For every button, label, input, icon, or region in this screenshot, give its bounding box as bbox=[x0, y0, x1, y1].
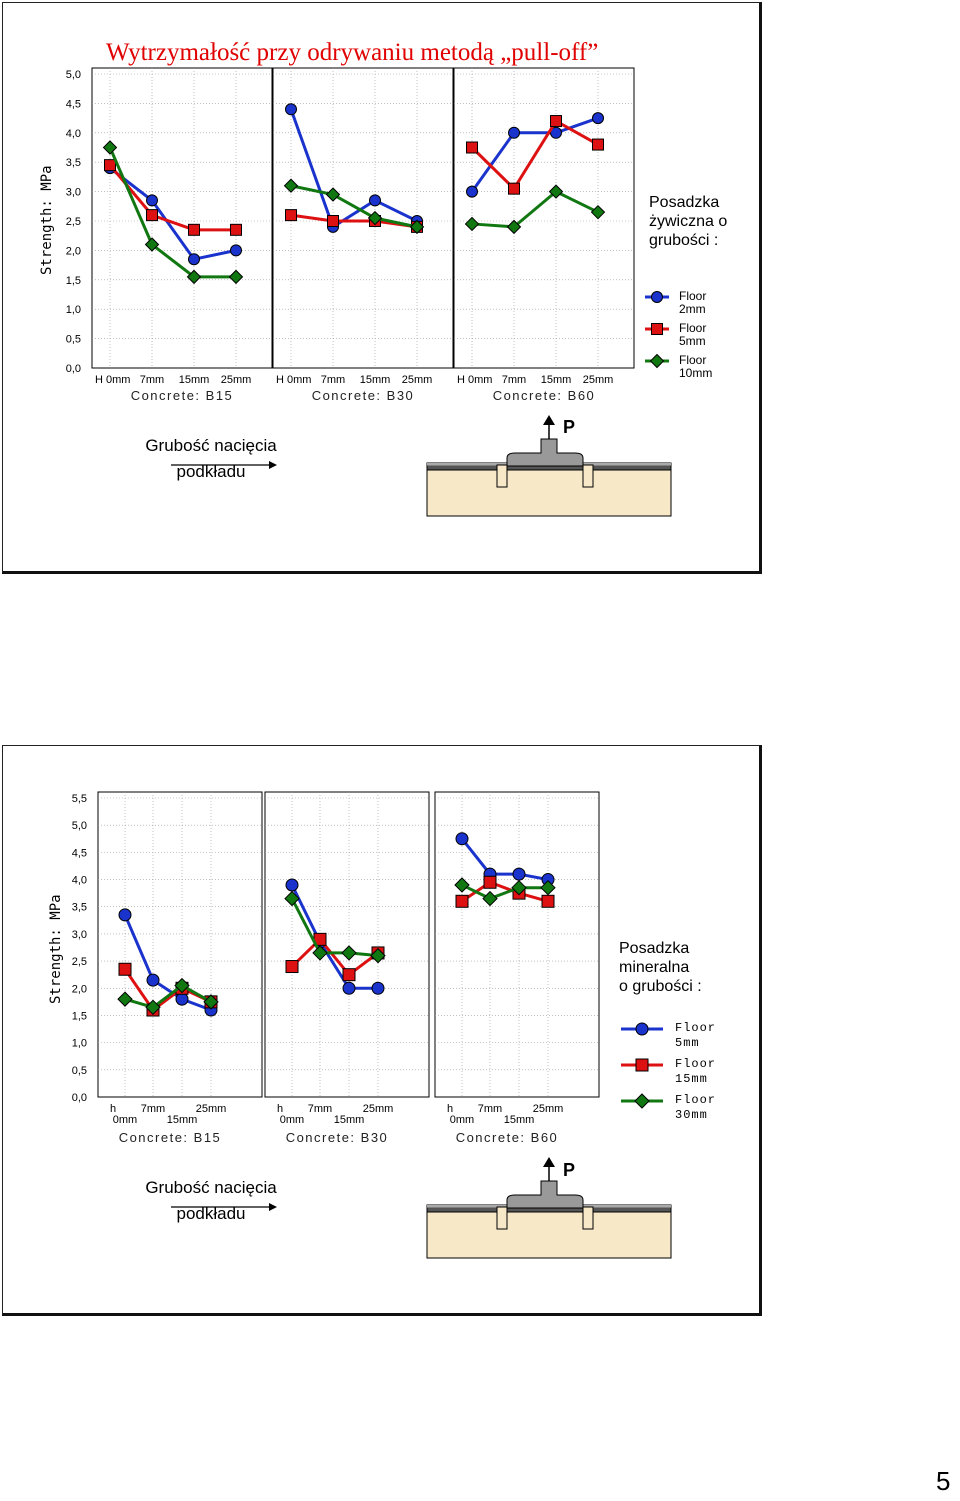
y-tick-label: 1,5 bbox=[71, 1010, 87, 1023]
x-tick-label: 25mm bbox=[220, 374, 252, 386]
y-tick-label: 5,0 bbox=[71, 820, 87, 833]
x-tick-label: 7mm bbox=[501, 374, 527, 386]
y-tick-label: 4,5 bbox=[65, 98, 81, 111]
y-axis-label: Strength: MPa bbox=[48, 894, 64, 1004]
x-tick-label: 25mm bbox=[195, 1103, 227, 1115]
side-label-line: Posadzka bbox=[619, 940, 690, 957]
panel-frame bbox=[454, 68, 634, 368]
panel-label: Concrete: B30 bbox=[285, 1130, 389, 1145]
y-axis-label: Strength: MPa bbox=[39, 165, 55, 275]
data-point bbox=[593, 113, 604, 124]
x-tick-label: 25mm bbox=[362, 1103, 394, 1115]
data-point bbox=[456, 895, 468, 907]
y-tick-label: 0,0 bbox=[65, 363, 81, 375]
panel-frame bbox=[98, 792, 262, 1097]
x-tick-label: 15mm bbox=[333, 1114, 365, 1126]
series-line bbox=[291, 109, 417, 227]
series-line bbox=[472, 192, 598, 227]
data-point bbox=[104, 141, 117, 154]
data-point bbox=[119, 909, 131, 921]
x-tick-label: 15mm bbox=[178, 374, 210, 386]
series-line bbox=[110, 148, 236, 277]
caption-line: Grubość nacięcia bbox=[145, 436, 277, 455]
data-point bbox=[176, 993, 188, 1005]
data-point bbox=[542, 895, 554, 907]
x-tick-label: 7mm bbox=[320, 374, 346, 386]
data-point bbox=[509, 127, 520, 138]
data-point bbox=[372, 982, 384, 994]
legend-item-label: Floor 5mm bbox=[679, 321, 707, 348]
caption-arrow-icon bbox=[163, 455, 283, 475]
x-tick-label: h bbox=[110, 1103, 117, 1115]
data-point bbox=[231, 245, 242, 256]
x-tick-label: h bbox=[277, 1103, 284, 1115]
x-tick-label: 15mm bbox=[503, 1114, 535, 1126]
data-point bbox=[286, 961, 298, 973]
x-tick-label: H 0mm bbox=[276, 374, 312, 386]
resin-floor-slide bbox=[2, 2, 762, 574]
series-line bbox=[472, 121, 598, 189]
data-point bbox=[509, 183, 520, 194]
x-tick-label: 0mm bbox=[449, 1114, 475, 1126]
data-point bbox=[467, 186, 478, 197]
data-point bbox=[513, 868, 525, 880]
series-line bbox=[110, 165, 236, 230]
x-tick-label: 25mm bbox=[532, 1103, 564, 1115]
side-label-line: grubości : bbox=[649, 232, 719, 249]
x-tick-label: H 0mm bbox=[457, 374, 493, 386]
legend-item-label: Floor 30mm bbox=[675, 1093, 717, 1122]
data-point bbox=[286, 104, 297, 115]
data-point bbox=[119, 963, 131, 975]
data-point bbox=[467, 142, 478, 153]
legend-item-label: Floor 2mm bbox=[679, 289, 707, 316]
panel-frame bbox=[92, 68, 272, 368]
data-point bbox=[636, 1023, 648, 1035]
x-tick-label: 0mm bbox=[279, 1114, 305, 1126]
data-point bbox=[147, 974, 159, 986]
y-tick-label: 3,0 bbox=[71, 928, 87, 941]
side-label bbox=[649, 193, 727, 250]
series-line bbox=[110, 168, 236, 259]
data-point bbox=[456, 833, 468, 845]
y-tick-label: 3,5 bbox=[65, 157, 81, 170]
data-point bbox=[231, 224, 242, 235]
data-point bbox=[343, 982, 355, 994]
x-tick-label: 7mm bbox=[140, 1103, 166, 1115]
data-point bbox=[328, 216, 339, 227]
y-tick-label: 5,5 bbox=[71, 793, 87, 805]
data-point bbox=[286, 879, 298, 891]
y-tick-label: 2,5 bbox=[65, 216, 81, 228]
data-point bbox=[189, 224, 200, 235]
data-point bbox=[147, 195, 158, 206]
side-label-line: Posadzka bbox=[649, 194, 720, 211]
x-tick-label: h bbox=[447, 1103, 454, 1115]
panel-label: Concrete: B15 bbox=[118, 1130, 222, 1145]
side-label bbox=[619, 939, 702, 996]
caption-arrow-icon bbox=[163, 1197, 283, 1217]
series-line bbox=[292, 939, 378, 974]
data-point bbox=[483, 892, 497, 906]
caption-line: podkładu bbox=[176, 462, 246, 481]
page-number: 5 bbox=[936, 1466, 951, 1496]
x-tick-label: 7mm bbox=[139, 374, 165, 386]
caption-line: podkładu bbox=[176, 1204, 246, 1223]
y-tick-label: 4,0 bbox=[65, 127, 81, 140]
data-point bbox=[652, 324, 663, 335]
panel-label: Concrete: B60 bbox=[492, 388, 596, 403]
legend-item-label: Floor 10mm bbox=[679, 353, 713, 380]
pull-off-diagram bbox=[423, 415, 678, 520]
data-point bbox=[118, 992, 132, 1006]
y-tick-label: 5,0 bbox=[65, 69, 81, 81]
data-point bbox=[636, 1059, 648, 1071]
y-tick-label: 4,0 bbox=[71, 874, 87, 887]
legend-item-label: Floor 5mm bbox=[675, 1021, 717, 1050]
x-tick-label: 25mm bbox=[401, 374, 433, 386]
y-tick-label: 4,5 bbox=[71, 847, 87, 860]
data-point bbox=[484, 876, 496, 888]
series-line bbox=[292, 899, 378, 956]
side-label-line: mineralna bbox=[619, 959, 690, 976]
pull-force-label: P bbox=[563, 1160, 576, 1180]
caption-line: Grubość nacięcia bbox=[145, 1178, 277, 1197]
y-tick-label: 2,0 bbox=[71, 983, 87, 996]
y-tick-label: 0,0 bbox=[71, 1092, 87, 1104]
data-point bbox=[342, 946, 356, 960]
y-tick-label: 1,0 bbox=[71, 1037, 87, 1050]
y-tick-label: 2,0 bbox=[65, 245, 81, 258]
x-tick-label: 25mm bbox=[582, 374, 614, 386]
side-label-line: o grubości : bbox=[619, 978, 702, 995]
data-point bbox=[593, 139, 604, 150]
pull-off-diagram bbox=[423, 1154, 678, 1262]
data-point bbox=[285, 179, 298, 192]
mineral-floor-slide bbox=[2, 745, 762, 1316]
x-tick-label: 15mm bbox=[540, 374, 572, 386]
y-tick-label: 3,5 bbox=[71, 901, 87, 914]
side-label-line: żywiczna o bbox=[649, 213, 728, 230]
y-tick-label: 1,5 bbox=[65, 274, 81, 287]
data-point bbox=[327, 188, 340, 201]
y-tick-label: 0,5 bbox=[71, 1064, 87, 1077]
panel-frame bbox=[273, 68, 453, 368]
data-point bbox=[651, 355, 664, 368]
data-point bbox=[370, 195, 381, 206]
x-tick-label: H 0mm bbox=[95, 374, 131, 386]
data-point bbox=[230, 270, 243, 283]
data-point bbox=[343, 969, 355, 981]
data-point bbox=[147, 210, 158, 221]
data-point bbox=[455, 878, 469, 892]
data-point bbox=[652, 292, 663, 303]
legend-item-label: Floor 15mm bbox=[675, 1057, 717, 1086]
x-tick-label: 15mm bbox=[359, 374, 391, 386]
y-tick-label: 0,5 bbox=[65, 333, 81, 346]
y-tick-label: 1,0 bbox=[65, 304, 81, 317]
pull-force-label: P bbox=[563, 417, 576, 437]
data-point bbox=[551, 116, 562, 127]
y-tick-label: 3,0 bbox=[65, 186, 81, 199]
panel-label: Concrete: B15 bbox=[130, 388, 234, 403]
panel-label: Concrete: B30 bbox=[311, 388, 415, 403]
panel-frame bbox=[265, 792, 429, 1097]
x-tick-label: 0mm bbox=[112, 1114, 138, 1126]
series-line bbox=[292, 885, 378, 988]
x-tick-label: 7mm bbox=[477, 1103, 503, 1115]
x-tick-label: 7mm bbox=[307, 1103, 333, 1115]
data-point bbox=[592, 206, 605, 219]
data-point bbox=[105, 160, 116, 171]
y-tick-label: 2,5 bbox=[71, 956, 87, 969]
data-point bbox=[466, 217, 479, 230]
x-tick-label: 15mm bbox=[166, 1114, 198, 1126]
panel-label: Concrete: B60 bbox=[455, 1130, 559, 1145]
data-point bbox=[286, 210, 297, 221]
data-point bbox=[189, 254, 200, 265]
chart-title: Wytrzymałość przy odrywaniu metodą „pull-off” bbox=[106, 39, 599, 66]
series-line bbox=[462, 839, 548, 880]
data-point bbox=[635, 1094, 649, 1108]
